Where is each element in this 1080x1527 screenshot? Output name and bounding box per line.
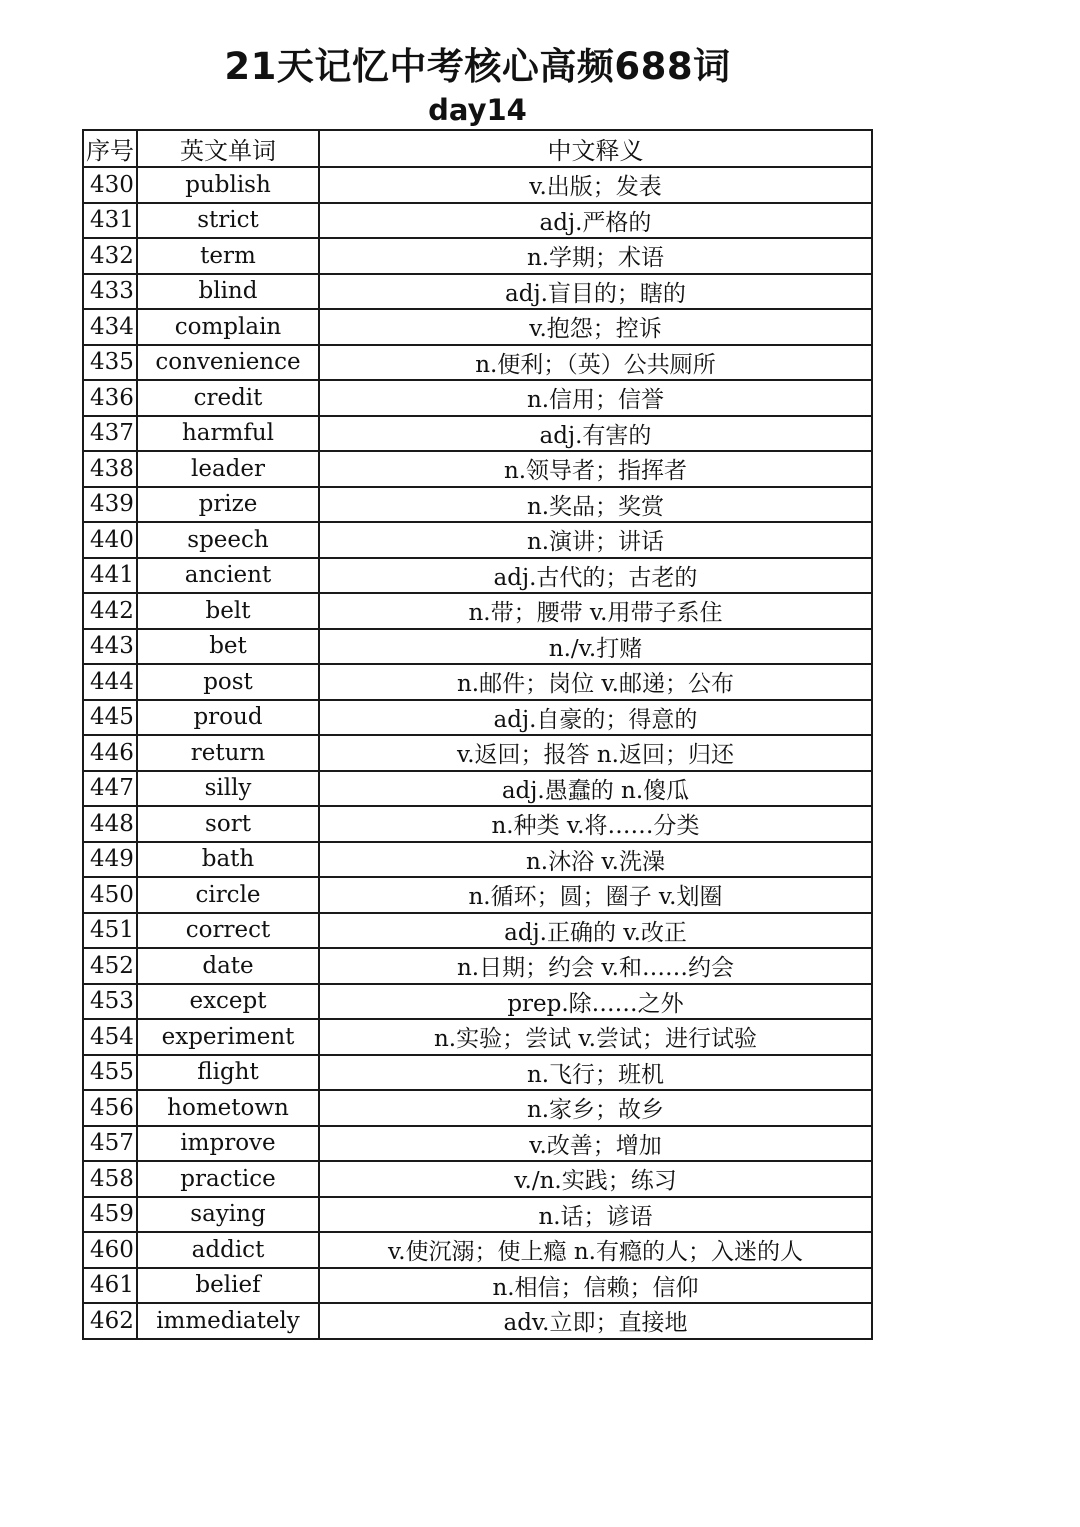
chinese-meaning: v.使沉溺；使上瘾 n.有瘾的人；入迷的人 bbox=[319, 1232, 872, 1268]
table-row bbox=[83, 948, 872, 984]
row-number: 436 bbox=[83, 380, 137, 416]
english-word: bet bbox=[137, 629, 319, 665]
english-word: post bbox=[137, 664, 319, 700]
table-row bbox=[83, 1303, 872, 1339]
english-word: publish bbox=[137, 167, 319, 203]
english-word: silly bbox=[137, 771, 319, 807]
english-word: speech bbox=[137, 522, 319, 558]
chinese-meaning: n./v.打赌 bbox=[319, 629, 872, 665]
row-number: 439 bbox=[83, 487, 137, 523]
chinese-meaning: adj.愚蠢的 n.傻瓜 bbox=[319, 771, 872, 807]
row-number: 437 bbox=[83, 416, 137, 452]
english-word: complain bbox=[137, 309, 319, 345]
table-body bbox=[83, 167, 872, 1339]
table-row bbox=[83, 380, 872, 416]
chinese-meaning: n.相信；信赖；信仰 bbox=[319, 1268, 872, 1304]
chinese-meaning: v.出版；发表 bbox=[319, 167, 872, 203]
chinese-meaning: n.话；谚语 bbox=[319, 1197, 872, 1233]
chinese-meaning: n.日期；约会 v.和……约会 bbox=[319, 948, 872, 984]
chinese-meaning: n.便利；（英）公共厕所 bbox=[319, 345, 872, 381]
english-word: blind bbox=[137, 274, 319, 310]
english-word: sort bbox=[137, 806, 319, 842]
chinese-meaning: n.飞行；班机 bbox=[319, 1055, 872, 1091]
table-row bbox=[83, 345, 872, 381]
table-row bbox=[83, 984, 872, 1020]
row-number: 442 bbox=[83, 593, 137, 629]
table-row bbox=[83, 1019, 872, 1055]
header-english-word: 英文单词 bbox=[137, 130, 319, 167]
english-word: immediately bbox=[137, 1303, 319, 1339]
table-row bbox=[83, 487, 872, 523]
chinese-meaning: adj.盲目的；瞎的 bbox=[319, 274, 872, 310]
row-number: 431 bbox=[83, 203, 137, 239]
table-row bbox=[83, 593, 872, 629]
english-word: ancient bbox=[137, 558, 319, 594]
table-row bbox=[83, 1161, 872, 1197]
english-word: flight bbox=[137, 1055, 319, 1091]
row-number: 458 bbox=[83, 1161, 137, 1197]
row-number: 449 bbox=[83, 842, 137, 878]
table-row bbox=[83, 451, 872, 487]
chinese-meaning: n.演讲；讲话 bbox=[319, 522, 872, 558]
chinese-meaning: adj.正确的 v.改正 bbox=[319, 913, 872, 949]
table-row bbox=[83, 167, 872, 203]
header-number: 序号 bbox=[83, 130, 137, 167]
table-row bbox=[83, 629, 872, 665]
row-number: 447 bbox=[83, 771, 137, 807]
row-number: 450 bbox=[83, 877, 137, 913]
english-word: credit bbox=[137, 380, 319, 416]
table-row bbox=[83, 664, 872, 700]
english-word: improve bbox=[137, 1126, 319, 1162]
chinese-meaning: v./n.实践；练习 bbox=[319, 1161, 872, 1197]
chinese-meaning: n.邮件；岗位 v.邮递；公布 bbox=[319, 664, 872, 700]
table-row bbox=[83, 1090, 872, 1126]
english-word: date bbox=[137, 948, 319, 984]
table-row bbox=[83, 806, 872, 842]
chinese-meaning: n.实验；尝试 v.尝试；进行试验 bbox=[319, 1019, 872, 1055]
row-number: 453 bbox=[83, 984, 137, 1020]
table-header-row bbox=[83, 130, 872, 167]
row-number: 459 bbox=[83, 1197, 137, 1233]
chinese-meaning: n.家乡；故乡 bbox=[319, 1090, 872, 1126]
english-word: correct bbox=[137, 913, 319, 949]
chinese-meaning: n.信用；信誉 bbox=[319, 380, 872, 416]
english-word: practice bbox=[137, 1161, 319, 1197]
english-word: addict bbox=[137, 1232, 319, 1268]
english-word: except bbox=[137, 984, 319, 1020]
chinese-meaning: v.返回；报答 n.返回；归还 bbox=[319, 735, 872, 771]
chinese-meaning: adj.自豪的；得意的 bbox=[319, 700, 872, 736]
english-word: saying bbox=[137, 1197, 319, 1233]
row-number: 448 bbox=[83, 806, 137, 842]
english-word: prize bbox=[137, 487, 319, 523]
english-word: belief bbox=[137, 1268, 319, 1304]
chinese-meaning: v.抱怨；控诉 bbox=[319, 309, 872, 345]
row-number: 451 bbox=[83, 913, 137, 949]
table-row bbox=[83, 1126, 872, 1162]
chinese-meaning: adv.立即；直接地 bbox=[319, 1303, 872, 1339]
table-row bbox=[83, 238, 872, 274]
chinese-meaning: n.学期；术语 bbox=[319, 238, 872, 274]
english-word: hometown bbox=[137, 1090, 319, 1126]
english-word: return bbox=[137, 735, 319, 771]
header-chinese-meaning: 中文释义 bbox=[319, 130, 872, 167]
chinese-meaning: prep.除……之外 bbox=[319, 984, 872, 1020]
row-number: 446 bbox=[83, 735, 137, 771]
page-title: 21天记忆中考核心高频688词 bbox=[224, 45, 731, 88]
row-number: 443 bbox=[83, 629, 137, 665]
row-number: 461 bbox=[83, 1268, 137, 1304]
table-row bbox=[83, 522, 872, 558]
chinese-meaning: adj.古代的；古老的 bbox=[319, 558, 872, 594]
row-number: 452 bbox=[83, 948, 137, 984]
chinese-meaning: n.种类 v.将……分类 bbox=[319, 806, 872, 842]
table-row bbox=[83, 309, 872, 345]
table-row bbox=[83, 877, 872, 913]
row-number: 430 bbox=[83, 167, 137, 203]
row-number: 462 bbox=[83, 1303, 137, 1339]
chinese-meaning: n.循环；圆；圈子 v.划圈 bbox=[319, 877, 872, 913]
table-row bbox=[83, 842, 872, 878]
row-number: 455 bbox=[83, 1055, 137, 1091]
row-number: 441 bbox=[83, 558, 137, 594]
chinese-meaning: n.领导者；指挥者 bbox=[319, 451, 872, 487]
table-row bbox=[83, 735, 872, 771]
english-word: proud bbox=[137, 700, 319, 736]
table-row bbox=[83, 700, 872, 736]
table-row bbox=[83, 1055, 872, 1091]
english-word: circle bbox=[137, 877, 319, 913]
table-row bbox=[83, 274, 872, 310]
english-word: belt bbox=[137, 593, 319, 629]
table-row bbox=[83, 1232, 872, 1268]
chinese-meaning: adj.有害的 bbox=[319, 416, 872, 452]
row-number: 438 bbox=[83, 451, 137, 487]
row-number: 433 bbox=[83, 274, 137, 310]
table-row bbox=[83, 1268, 872, 1304]
table-row bbox=[83, 558, 872, 594]
table-row bbox=[83, 203, 872, 239]
row-number: 434 bbox=[83, 309, 137, 345]
chinese-meaning: adj.严格的 bbox=[319, 203, 872, 239]
row-number: 444 bbox=[83, 664, 137, 700]
row-number: 445 bbox=[83, 700, 137, 736]
english-word: strict bbox=[137, 203, 319, 239]
table-row bbox=[83, 913, 872, 949]
row-number: 454 bbox=[83, 1019, 137, 1055]
row-number: 460 bbox=[83, 1232, 137, 1268]
table-row bbox=[83, 771, 872, 807]
english-word: harmful bbox=[137, 416, 319, 452]
english-word: convenience bbox=[137, 345, 319, 381]
row-number: 456 bbox=[83, 1090, 137, 1126]
english-word: experiment bbox=[137, 1019, 319, 1055]
chinese-meaning: n.沐浴 v.洗澡 bbox=[319, 842, 872, 878]
table-row bbox=[83, 1197, 872, 1233]
row-number: 440 bbox=[83, 522, 137, 558]
row-number: 432 bbox=[83, 238, 137, 274]
english-word: bath bbox=[137, 842, 319, 878]
english-word: term bbox=[137, 238, 319, 274]
page-subtitle: day14 bbox=[428, 93, 527, 127]
vocabulary-table bbox=[82, 129, 873, 1340]
chinese-meaning: n.带；腰带 v.用带子系住 bbox=[319, 593, 872, 629]
english-word: leader bbox=[137, 451, 319, 487]
chinese-meaning: n.奖品；奖赏 bbox=[319, 487, 872, 523]
chinese-meaning: v.改善；增加 bbox=[319, 1126, 872, 1162]
table-row bbox=[83, 416, 872, 452]
row-number: 457 bbox=[83, 1126, 137, 1162]
row-number: 435 bbox=[83, 345, 137, 381]
